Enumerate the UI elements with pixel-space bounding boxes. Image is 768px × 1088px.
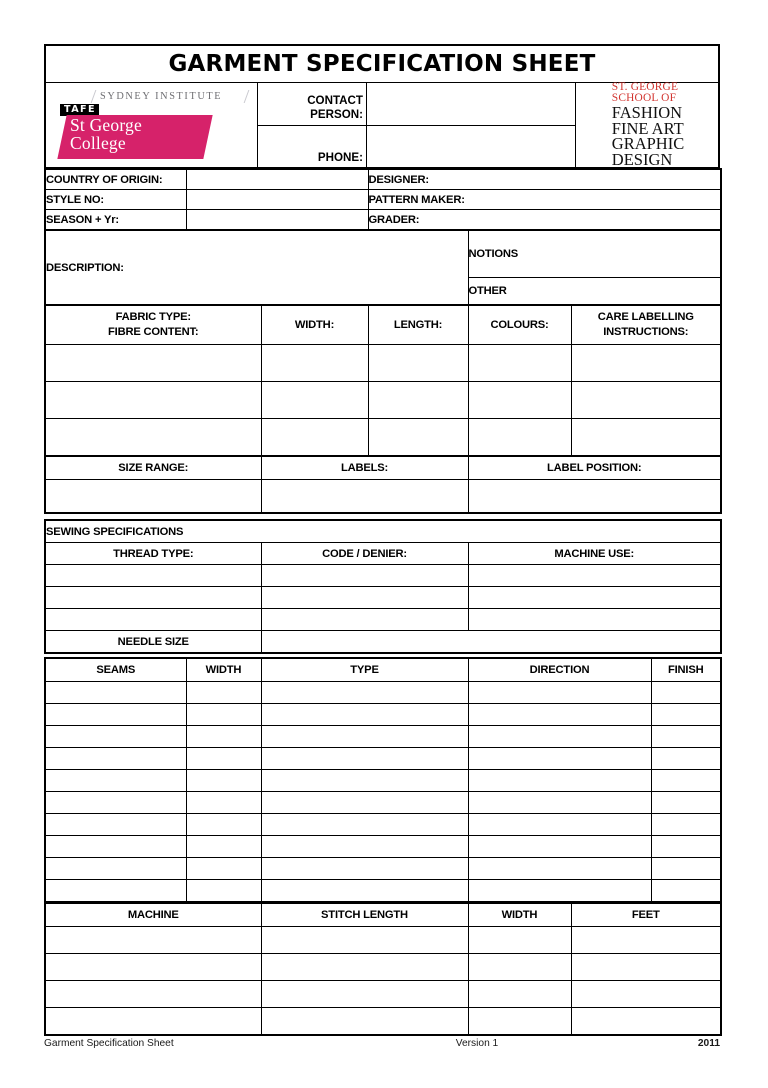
- sewing-specifications-table: [44, 519, 722, 654]
- machine-use-cell[interactable]: [468, 609, 721, 631]
- season-year-label: SEASON + Yr:: [45, 210, 186, 230]
- machine-header-row: [45, 903, 721, 927]
- fabric-colours-cell[interactable]: [468, 382, 571, 419]
- fabric-type-cell[interactable]: [45, 382, 261, 419]
- phone-row: [258, 126, 575, 168]
- table-row: [45, 770, 721, 792]
- seams-type-cell[interactable]: [261, 748, 468, 770]
- other-label: OTHER: [468, 285, 507, 297]
- seams-direction-cell[interactable]: [468, 770, 651, 792]
- sewing-header-row: [45, 543, 721, 565]
- seams-width-cell[interactable]: [186, 858, 261, 880]
- stitch-length-cell[interactable]: [261, 927, 468, 954]
- machine-cell[interactable]: [45, 954, 261, 981]
- table-row: [45, 480, 721, 514]
- fabric-type-cell[interactable]: [45, 419, 261, 456]
- seams-direction-cell[interactable]: [468, 792, 651, 814]
- size-range-header: SIZE RANGE:: [45, 457, 261, 480]
- seams-finish-cell[interactable]: [651, 704, 721, 726]
- seams-cell[interactable]: [45, 814, 186, 836]
- labels-cell[interactable]: [261, 480, 468, 514]
- seams-type-cell[interactable]: [261, 858, 468, 880]
- seams-cell[interactable]: [45, 836, 186, 858]
- seams-width-cell[interactable]: [186, 726, 261, 748]
- table-row: [45, 792, 721, 814]
- stitch-length-cell[interactable]: [261, 1008, 468, 1036]
- label-position-header: LABEL POSITION:: [468, 457, 721, 480]
- machine-table: [44, 902, 722, 1036]
- size-range-cell[interactable]: [45, 480, 261, 514]
- description-table: [44, 230, 722, 305]
- footer-document-name: Garment Specification Sheet: [44, 1038, 174, 1049]
- seams-direction-cell[interactable]: [468, 814, 651, 836]
- seams-direction-cell[interactable]: [468, 726, 651, 748]
- sydney-institute-label: SYDNEY INSTITUTE: [100, 91, 223, 102]
- machine-header: MACHINE: [45, 903, 261, 927]
- seams-width-cell[interactable]: [186, 682, 261, 704]
- labels-header: LABELS:: [261, 457, 468, 480]
- machine-cell[interactable]: [45, 981, 261, 1008]
- thread-type-cell[interactable]: [45, 587, 261, 609]
- seams-type-cell[interactable]: [261, 792, 468, 814]
- seams-finish-cell[interactable]: [651, 836, 721, 858]
- school-black-line-2: FINE ART: [611, 118, 684, 138]
- seams-type-cell[interactable]: [261, 682, 468, 704]
- machine-width-cell[interactable]: [468, 954, 571, 981]
- page-footer: [44, 1038, 720, 1049]
- needle-size-label: NEEDLE SIZE: [45, 631, 261, 654]
- code-denier-header: CODE / DENIER:: [261, 543, 468, 565]
- seams-header-row: [45, 658, 721, 682]
- stitch-length-cell[interactable]: [261, 981, 468, 1008]
- table-row: [45, 682, 721, 704]
- seams-finish-cell[interactable]: [651, 726, 721, 748]
- seams-header: SEAMS: [45, 658, 186, 682]
- tafe-college-name: [70, 116, 220, 153]
- table-row: [45, 748, 721, 770]
- seams-finish-cell[interactable]: [651, 682, 721, 704]
- notions-label: NOTIONS: [468, 248, 519, 260]
- machine-use-cell[interactable]: [468, 565, 721, 587]
- school-black-line-1: FASHION: [611, 102, 683, 122]
- designer-label-and-field[interactable]: DESIGNER:: [368, 169, 721, 190]
- table-row: [45, 345, 721, 382]
- college-name-line-2: College: [70, 133, 126, 154]
- seams-direction-cell[interactable]: [468, 704, 651, 726]
- notions-field[interactable]: [468, 231, 721, 278]
- page-title: GARMENT SPECIFICATION SHEET: [168, 51, 596, 77]
- footer-version: Version 1: [455, 1038, 499, 1049]
- header-band: [44, 80, 720, 170]
- contact-block: [258, 83, 576, 167]
- table-row: [45, 726, 721, 748]
- machine-width-cell[interactable]: [468, 927, 571, 954]
- seams-finish-cell[interactable]: [651, 748, 721, 770]
- seams-direction-cell[interactable]: [468, 880, 651, 902]
- table-row: [45, 836, 721, 858]
- fabric-width-header: WIDTH:: [261, 306, 368, 345]
- page-title-bar: [44, 44, 720, 83]
- country-of-origin-label: COUNTRY OF ORIGIN:: [45, 169, 186, 190]
- fabric-care-cell[interactable]: [571, 382, 721, 419]
- table-row: [45, 880, 721, 902]
- feet-cell[interactable]: [571, 954, 721, 981]
- seams-cell[interactable]: [45, 748, 186, 770]
- seams-direction-cell[interactable]: [468, 836, 651, 858]
- machine-width-cell[interactable]: [468, 981, 571, 1008]
- description-label: DESCRIPTION:: [46, 261, 124, 274]
- table-row: [45, 609, 721, 631]
- labels-header-row: [45, 457, 721, 480]
- fabric-header-row: [45, 306, 721, 345]
- seams-finish-cell[interactable]: [651, 770, 721, 792]
- machine-width-header: WIDTH: [468, 903, 571, 927]
- seams-finish-cell[interactable]: [651, 792, 721, 814]
- fabric-length-cell[interactable]: [368, 382, 468, 419]
- seams-width-cell[interactable]: [186, 770, 261, 792]
- fabric-length-header: LENGTH:: [368, 306, 468, 345]
- seams-type-cell[interactable]: [261, 836, 468, 858]
- seams-cell[interactable]: [45, 770, 186, 792]
- fabric-width-cell[interactable]: [261, 382, 368, 419]
- table-row: [45, 565, 721, 587]
- fabric-care-cell[interactable]: [571, 345, 721, 382]
- seams-direction-header: DIRECTION: [468, 658, 651, 682]
- seams-width-cell[interactable]: [186, 814, 261, 836]
- description-notions-row: [45, 231, 721, 278]
- table-row: [45, 981, 721, 1008]
- seams-width-cell[interactable]: [186, 704, 261, 726]
- table-row: [45, 210, 721, 230]
- seams-direction-cell[interactable]: [468, 858, 651, 880]
- contact-person-field[interactable]: [367, 83, 575, 125]
- fabric-colours-cell[interactable]: [468, 345, 571, 382]
- seams-finish-cell[interactable]: [651, 814, 721, 836]
- fabric-length-cell[interactable]: [368, 345, 468, 382]
- seams-cell[interactable]: [45, 858, 186, 880]
- country-of-origin-field[interactable]: [186, 169, 368, 190]
- feet-cell[interactable]: [571, 981, 721, 1008]
- needle-size-row: [45, 631, 721, 654]
- fabric-table: [44, 305, 722, 456]
- pattern-maker-label-and-field[interactable]: PATTERN MAKER:: [368, 190, 721, 210]
- school-logo-cell: [576, 80, 718, 170]
- seams-type-cell[interactable]: [261, 814, 468, 836]
- seams-direction-cell[interactable]: [468, 748, 651, 770]
- label-position-cell[interactable]: [468, 480, 721, 514]
- thread-type-header: THREAD TYPE:: [45, 543, 261, 565]
- stitch-length-cell[interactable]: [261, 954, 468, 981]
- thread-type-cell[interactable]: [45, 609, 261, 631]
- phone-field[interactable]: [367, 126, 575, 168]
- table-row: [45, 587, 721, 609]
- school-red-line-1: ST. GEORGE: [611, 80, 679, 93]
- tafe-logo: [60, 89, 250, 161]
- seams-width-header: WIDTH: [186, 658, 261, 682]
- thread-type-cell[interactable]: [45, 565, 261, 587]
- machine-use-header: MACHINE USE:: [468, 543, 721, 565]
- care-labelling-header-line-2: INSTRUCTIONS:: [603, 326, 689, 338]
- school-red-line-2: SCHOOL OF: [611, 92, 677, 105]
- table-row: [45, 954, 721, 981]
- seams-direction-cell[interactable]: [468, 682, 651, 704]
- other-field[interactable]: [468, 278, 721, 305]
- slash-right-icon: [244, 90, 250, 103]
- school-black-line-4: DESIGN: [611, 150, 673, 170]
- stitch-length-header: STITCH LENGTH: [261, 903, 468, 927]
- table-row: [45, 169, 721, 190]
- fabric-colours-cell[interactable]: [468, 419, 571, 456]
- machine-cell[interactable]: [45, 1008, 261, 1036]
- seams-width-cell[interactable]: [186, 748, 261, 770]
- college-name-line-1: St George: [70, 115, 142, 135]
- sewing-specifications-title: SEWING SPECIFICATIONS: [45, 520, 721, 543]
- seams-finish-header: FINISH: [651, 658, 721, 682]
- seams-type-cell[interactable]: [261, 770, 468, 792]
- table-row: [45, 858, 721, 880]
- machine-width-cell[interactable]: [468, 1008, 571, 1036]
- style-no-label: STYLE NO:: [45, 190, 186, 210]
- seams-width-cell[interactable]: [186, 880, 261, 902]
- seams-type-header: TYPE: [261, 658, 468, 682]
- fabric-care-cell[interactable]: [571, 419, 721, 456]
- fabric-type-header-line-1: FABRIC TYPE:: [115, 311, 191, 324]
- seams-type-cell[interactable]: [261, 880, 468, 902]
- machine-cell[interactable]: [45, 927, 261, 954]
- contact-person-row: [258, 83, 575, 126]
- seams-width-cell[interactable]: [186, 792, 261, 814]
- style-no-field[interactable]: [186, 190, 368, 210]
- table-row: [45, 704, 721, 726]
- sewing-section-title-row: [45, 520, 721, 543]
- specification-sheet: [44, 44, 720, 1036]
- seams-cell[interactable]: [45, 880, 186, 902]
- care-labelling-header: [571, 306, 721, 345]
- seams-finish-cell[interactable]: [651, 858, 721, 880]
- contact-person-label-line-1: CONTACT: [307, 93, 363, 107]
- table-row: [45, 1008, 721, 1036]
- code-denier-cell[interactable]: [261, 565, 468, 587]
- seams-type-cell[interactable]: [261, 704, 468, 726]
- contact-person-label: [258, 83, 367, 125]
- seams-table: [44, 657, 722, 902]
- table-row: [45, 814, 721, 836]
- fabric-width-cell[interactable]: [261, 345, 368, 382]
- needle-size-field[interactable]: [261, 631, 721, 654]
- seams-cell[interactable]: [45, 704, 186, 726]
- labels-table: [44, 456, 722, 514]
- tafe-logo-cell: [46, 83, 258, 167]
- seams-width-cell[interactable]: [186, 836, 261, 858]
- contact-person-label-line-2: PERSON:: [310, 108, 363, 122]
- fabric-width-cell[interactable]: [261, 419, 368, 456]
- fabric-type-header: [45, 306, 261, 345]
- season-year-field[interactable]: [186, 210, 368, 230]
- table-row: [45, 382, 721, 419]
- fabric-length-cell[interactable]: [368, 419, 468, 456]
- fabric-colours-header: COLOURS:: [468, 306, 571, 345]
- machine-use-cell[interactable]: [468, 587, 721, 609]
- description-field[interactable]: [45, 231, 468, 305]
- care-labelling-header-line-1: CARE LABELLING: [597, 311, 694, 324]
- grader-label-and-field[interactable]: GRADER:: [368, 210, 721, 230]
- phone-label: PHONE:: [258, 126, 367, 168]
- footer-year: 2011: [697, 1038, 720, 1049]
- seams-cell[interactable]: [45, 792, 186, 814]
- code-denier-cell[interactable]: [261, 609, 468, 631]
- feet-cell[interactable]: [571, 927, 721, 954]
- seams-finish-cell[interactable]: [651, 880, 721, 902]
- table-row: [45, 190, 721, 210]
- fabric-type-header-line-2: FIBRE CONTENT:: [108, 326, 199, 338]
- seams-cell[interactable]: [45, 682, 186, 704]
- details-table: [44, 168, 722, 230]
- seams-cell[interactable]: [45, 726, 186, 748]
- school-black-line-3: GRAPHIC: [611, 134, 685, 154]
- table-row: [45, 927, 721, 954]
- code-denier-cell[interactable]: [261, 587, 468, 609]
- tafe-badge: TAFE: [60, 104, 99, 116]
- st-george-school-logo: [610, 82, 684, 168]
- table-row: [45, 419, 721, 456]
- slash-left-icon: [91, 90, 97, 103]
- feet-cell[interactable]: [571, 1008, 721, 1036]
- seams-type-cell[interactable]: [261, 726, 468, 748]
- fabric-type-cell[interactable]: [45, 345, 261, 382]
- feet-header: FEET: [571, 903, 721, 927]
